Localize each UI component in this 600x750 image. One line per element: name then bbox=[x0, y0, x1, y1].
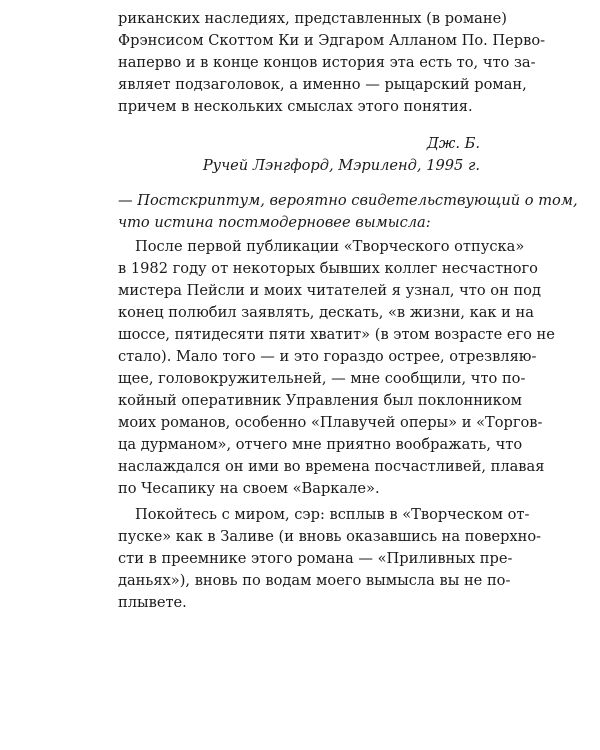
paragraph-two-line-2: пуске» как в Заливе (и вновь оказавшись на поверхно- bbox=[118, 528, 542, 545]
postscript-heading-line-1: — Постскриптум, вероятно свидетельствующий о том, bbox=[118, 192, 578, 209]
paragraph-one-line-3: мистера Пейсли и моих читателей я узнал, что он под bbox=[118, 282, 541, 299]
intro-line-3: наперво и в конце концов история эта есть то, что за- bbox=[118, 54, 536, 71]
intro-line-4: являет подзаголовок, а именно — рыцарский роман, bbox=[118, 76, 527, 93]
signature-author: Дж. Б. bbox=[426, 135, 480, 152]
paragraph-one-line-8: койный оперативник Управления был поклонником bbox=[118, 392, 522, 409]
intro-line-2: Фрэнсисом Скоттом Ки и Эдгаром Алланом По. Перво- bbox=[118, 32, 546, 49]
paragraph-two-line-1: Покойтесь с миром, сэр: всплыв в «Творческом от- bbox=[135, 506, 530, 523]
paragraph-one-line-7: щее, головокружительней, — мне сообщили, что по- bbox=[118, 370, 526, 387]
paragraph-one-line-1: После первой публикации «Творческого отпуска» bbox=[135, 238, 525, 255]
signature-place-date: Ручей Лэнгфорд, Мэриленд, 1995 г. bbox=[202, 157, 480, 174]
paragraph-one-line-5: шоссе, пятидесяти пяти хватит» (в этом возрасте его не bbox=[118, 326, 555, 343]
paragraph-one-line-11: наслаждался он ими во времена посчастливей, плавая bbox=[118, 458, 545, 475]
paragraph-one-line-6: стало). Мало того — и это гораздо острее, отрезвляю- bbox=[118, 348, 537, 365]
paragraph-one-line-9: моих романов, особенно «Плавучей оперы» и «Торгов- bbox=[118, 414, 543, 431]
postscript-heading-line-2: что истина постмодерновее вымысла: bbox=[118, 214, 431, 231]
paragraph-two-line-3: сти в преемнике этого романа — «Приливных пре- bbox=[118, 550, 513, 567]
paragraph-two-line-5: плывете. bbox=[118, 594, 187, 611]
intro-line-5: причем в нескольких смыслах этого понятия. bbox=[118, 98, 473, 115]
paragraph-two-line-4: даньях»), вновь по водам моего вымысла вы не по- bbox=[118, 572, 511, 589]
intro-line-1: риканских наследиях, представленных (в романе) bbox=[118, 10, 507, 27]
paragraph-one-line-2: в 1982 году от некоторых бывших коллег несчастного bbox=[118, 260, 538, 277]
paragraph-one-line-4: конец полюбил заявлять, дескать, «в жизни, как и на bbox=[118, 304, 534, 321]
paragraph-one-line-12: по Чесапику на своем «Варкале». bbox=[118, 480, 380, 497]
paragraph-one-line-10: ца дурманом», отчего мне приятно воображать, что bbox=[118, 436, 523, 453]
